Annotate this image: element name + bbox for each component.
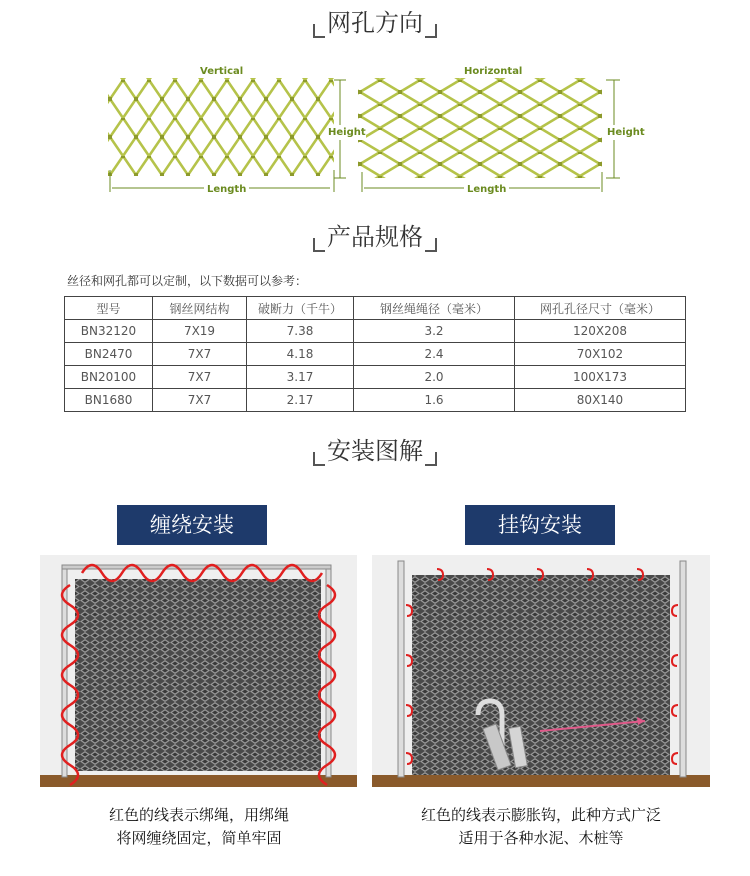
hook-install-panel [372,555,710,787]
horizontal-label: Horizontal [464,66,523,77]
caption-line: 适用于各种水泥、木桩等 [458,829,624,847]
table-row [65,389,686,412]
cell-structure: 7X7 [153,366,247,389]
cell-mesh-size: 70X102 [515,343,686,366]
table-row [65,343,686,366]
horizontal-height-label: Height [607,127,645,138]
cell-structure: 7X19 [153,320,247,343]
cell-structure: 7X7 [153,389,247,412]
cell-breaking-force: 4.18 [247,343,354,366]
table-row [65,366,686,389]
vertical-label: Vertical [200,66,244,77]
cell-mesh-size: 80X140 [515,389,686,412]
header-model: 型号 [65,297,153,320]
cell-rope-diameter: 2.0 [354,366,515,389]
section-title-install [0,436,750,466]
caption-line: 红色的线表示绑绳，用绑绳 [108,806,289,824]
header-breaking-force: 破断力（千牛） [247,297,354,320]
cell-rope-diameter: 3.2 [354,320,515,343]
wrap-install-panel [40,555,357,787]
table-header-row [65,297,686,320]
cell-rope-diameter: 2.4 [354,343,515,366]
cell-rope-diameter: 1.6 [354,389,515,412]
horizontal-mesh [358,78,602,178]
section-title-text: 安装图解 [313,436,437,466]
horizontal-length-label: Length [464,184,509,195]
caption-hook-install [376,804,706,850]
table-row [65,320,686,343]
section-title-direction [0,8,750,38]
cell-model: BN1680 [65,389,153,412]
cell-breaking-force: 3.17 [247,366,354,389]
header-rope-diameter: 钢丝绳绳径（毫米） [354,297,515,320]
caption-wrap-install [34,804,364,850]
vertical-height-label: Height [328,127,366,138]
badge-wrap-install: 缠绕安装 [117,505,267,545]
header-mesh-size: 网孔孔径尺寸（毫米） [515,297,686,320]
vertical-mesh [108,78,334,176]
cell-mesh-size: 120X208 [515,320,686,343]
spec-table [64,296,686,412]
header-structure: 钢丝网结构 [153,297,247,320]
caption-line: 红色的线表示膨胀钩，此种方式广泛 [420,806,661,824]
cell-model: BN20100 [65,366,153,389]
section-title-spec [0,222,750,252]
cell-model: BN32120 [65,320,153,343]
section-title-text: 网孔方向 [313,8,437,38]
vertical-length-label: Length [204,184,249,195]
spec-note: 丝径和网孔都可以定制，以下数据可以参考： [67,274,308,288]
install-illustrations [0,555,750,790]
caption-line: 将网缠绕固定，简单牢固 [116,829,282,847]
cell-structure: 7X7 [153,343,247,366]
cell-breaking-force: 7.38 [247,320,354,343]
cell-mesh-size: 100X173 [515,366,686,389]
cell-model: BN2470 [65,343,153,366]
cell-breaking-force: 2.17 [247,389,354,412]
badge-hook-install: 挂钩安装 [465,505,615,545]
section-title-text: 产品规格 [313,222,437,252]
